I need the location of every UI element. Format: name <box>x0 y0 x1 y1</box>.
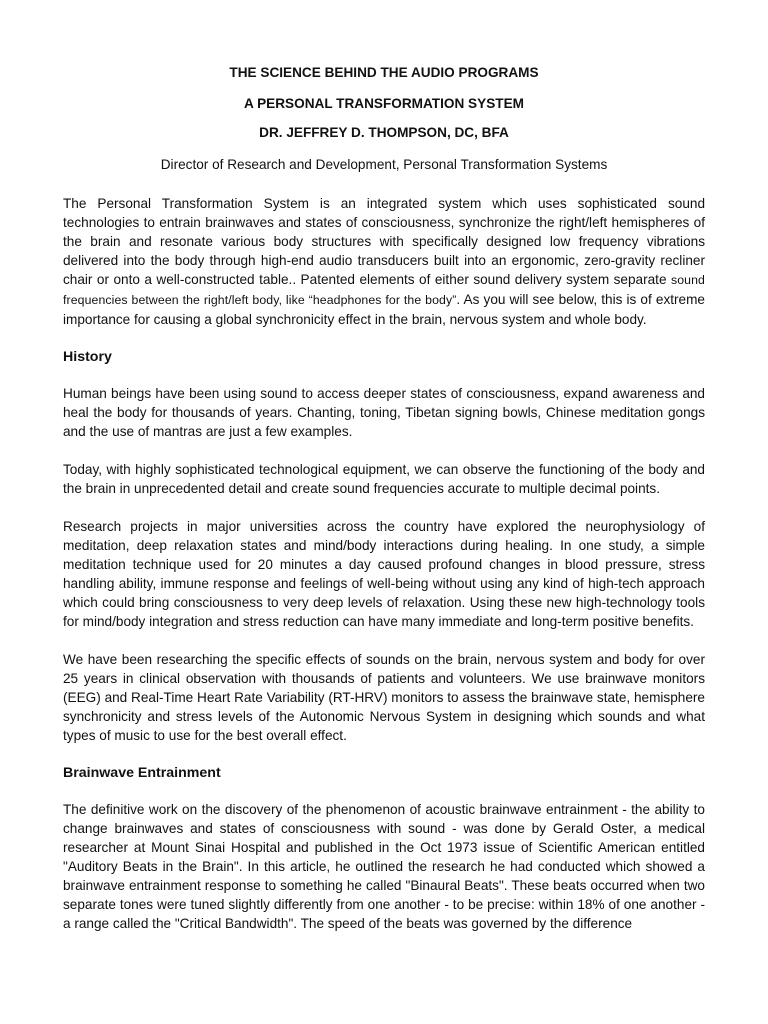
history-heading: History <box>63 349 112 365</box>
intro-paragraph <box>63 194 705 329</box>
intro-text-part3: . As you will see below, this is of extreme importance for causing a global synchronicity effect in the brain, nervous system and whole body. <box>63 292 705 327</box>
author-affiliation: Director of Research and Development, Personal Transformation Systems <box>160 157 608 172</box>
brainwave-paragraph: The definitive work on the discovery of the phenomenon of acoustic brainwave entrainment - the ability to change brainwaves and states of consciousness with sound - was done by Gerald Oster, a medical researcher at Mount Sinai Hospital and published in the Oct 1973 issue of Scientific American entitled "Auditory Beats in the Brain". In this article, he outlined the research he had conducted which showed a brainwave entrainment response to something he called "Binaural Beats". These beats occurred when two separate tones were tuned slightly differently from one another - to be precise: within 18% of one another - a range called the "Critical Bandwidth". The speed of the beats was governed by the difference <box>63 802 705 931</box>
intro-text-part2: sound frequencies between the right/left body, like “headphones for the body” <box>63 273 705 307</box>
history-paragraph: We have been researching the specific effects of sounds on the brain, nervous system and body for over 25 years in clinical observation with thousands of patients and volunteers. We use brainwave monitors (EEG) and Real-Time Heart Rate Variability (RT-HRV) monitors to assess the brainwave state, hemisphere synchronicity and stress levels of the Autonomic Nervous System in designing which sounds and what types of music to use for the best overall effect. <box>63 652 705 743</box>
document-page <box>63 64 705 933</box>
author-name: DR. JEFFREY D. THOMPSON, DC, BFA <box>259 125 509 140</box>
history-paragraph: Human beings have been using sound to access deeper states of consciousness, expand awareness and heal the body for thousands of years. Chanting, toning, Tibetan signing bowls, Chinese meditation gongs and the use of mantras are just a few examples. <box>63 386 705 439</box>
history-paragraph: Today, with highly sophisticated technological equipment, we can observe the functioning of the body and the brain in unprecedented detail and create sound frequencies accurate to multiple decimal points. <box>63 462 705 496</box>
history-paragraph: Research projects in major universities across the country have explored the neurophysiology of meditation, deep relaxation states and mind/body interactions during healing. In one study, a simple meditation technique used for 20 minutes a day caused profound changes in blood pressure, stress handling ability, immune response and feelings of well-being without using any kind of high-tech approach which could bring consciousness to very deep levels of relaxation. Using these new high-technology tools for mind/body integration and stress reduction can have many immediate and long-term positive benefits. <box>63 519 705 629</box>
document-subtitle: A PERSONAL TRANSFORMATION SYSTEM <box>244 96 524 111</box>
document-title: THE SCIENCE BEHIND THE AUDIO PROGRAMS <box>229 65 539 80</box>
intro-text-part1: The Personal Transformation System is an integrated system which uses sophisticated sound technologies to entrain brainwaves and states of consciousness, synchronize the right/left hemispheres of the brain and resonate various body structures with specifically designed low frequency vibrations delivered into the body through high-end audio transducers built into an ergonomic, zero-gravity recliner chair or onto a well-constructed table.. Patented elements of either sound delivery system separate <box>63 196 705 287</box>
brainwave-heading: Brainwave Entrainment <box>63 765 221 781</box>
